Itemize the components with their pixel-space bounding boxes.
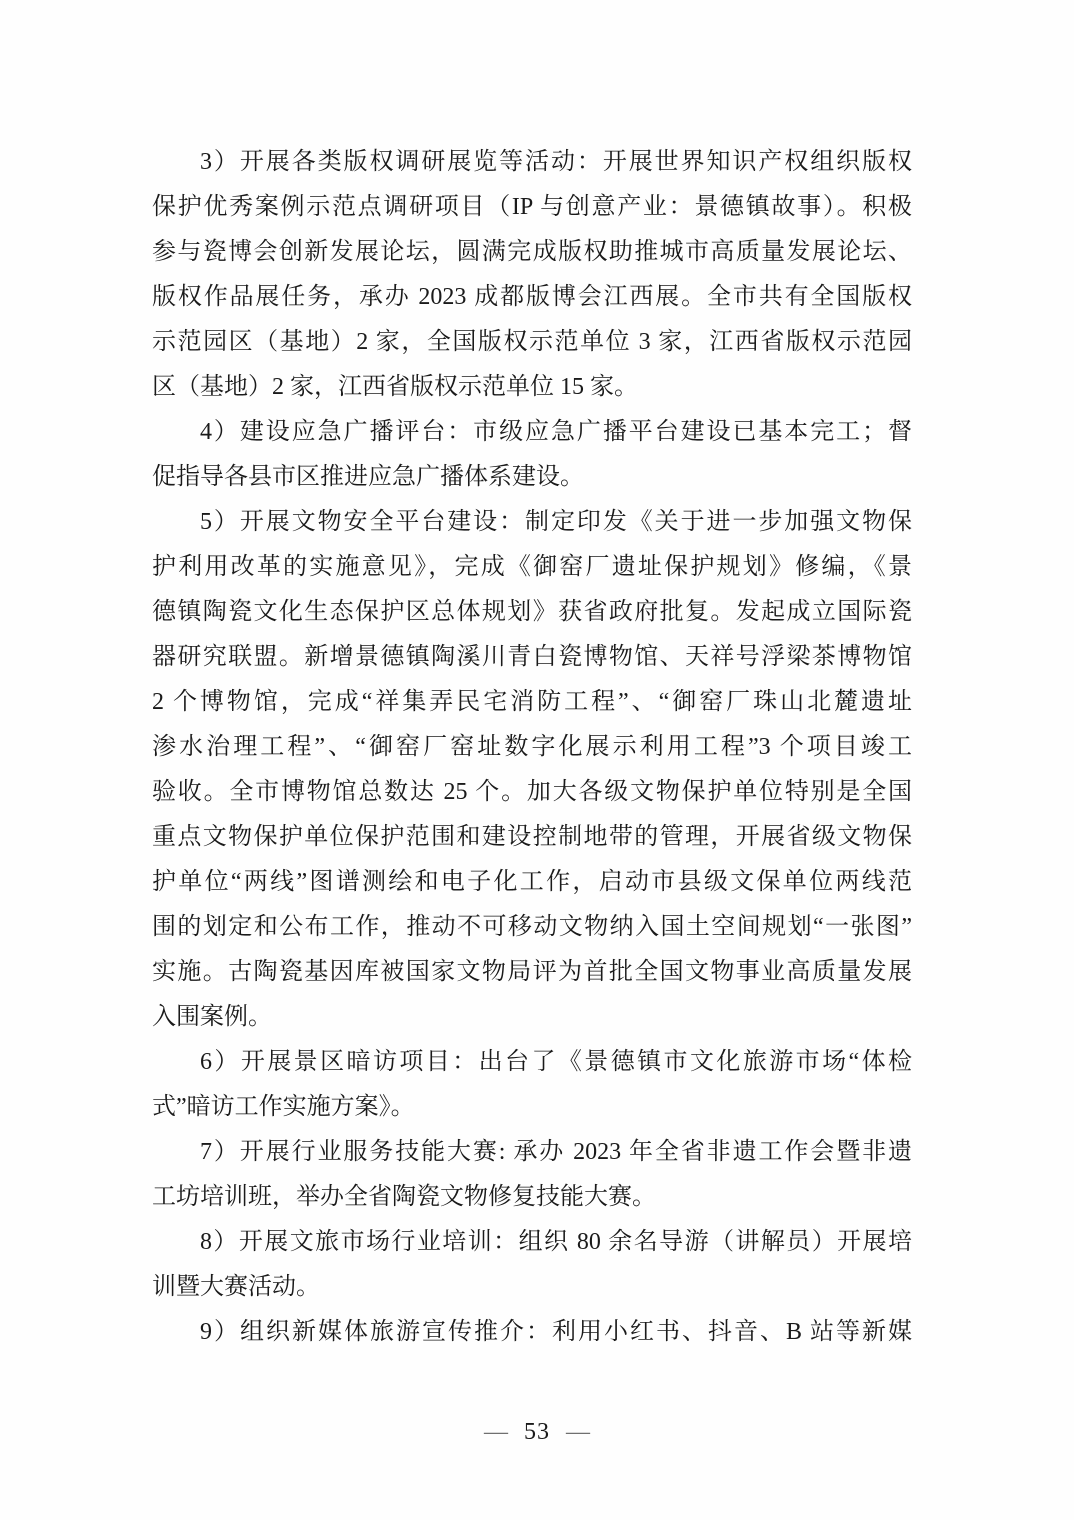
text-line: 3）开展各类版权调研展览等活动：开展世界知识产权组织版权 [200, 149, 912, 175]
text-line: 入围案例。 [152, 1004, 272, 1030]
document-body [152, 140, 912, 1355]
paragraph-item-6 [152, 1040, 912, 1130]
text-line: 围的划定和公布工作，推动不可移动文物纳入国土空间规划“一张图” [152, 914, 912, 940]
text-line: 5）开展文物安全平台建设：制定印发《关于进一步加强文物保 [200, 509, 912, 535]
text-line: 式”暗访工作实施方案》。 [152, 1094, 415, 1120]
text-line: 版权作品展任务，承办 2023 成都版博会江西展。全市共有全国版权 [152, 284, 912, 310]
text-line: 2 个博物馆，完成“祥集弄民宅消防工程”、“御窑厂珠山北麓遗址 [152, 689, 912, 715]
paragraph-item-3 [152, 140, 912, 410]
text-line: 器研究联盟。新增景德镇陶溪川青白瓷博物馆、天祥号浮梁茶博物馆 [152, 644, 912, 670]
text-line: 重点文物保护单位保护范围和建设控制地带的管理，开展省级文物保 [152, 824, 912, 850]
text-line: 保护优秀案例示范点调研项目（IP 与创意产业：景德镇故事）。积极 [152, 194, 912, 220]
text-line: 护单位“两线”图谱测绘和电子化工作，启动市县级文保单位两线范 [152, 869, 912, 895]
text-line: 工坊培训班，举办全省陶瓷文物修复技能大赛。 [152, 1184, 656, 1210]
text-line: 德镇陶瓷文化生态保护区总体规划》获省政府批复。发起成立国际瓷 [152, 599, 912, 625]
text-line: 训暨大赛活动。 [152, 1274, 320, 1300]
paragraph-item-8 [152, 1220, 912, 1310]
text-line: 4）建设应急广播评台：市级应急广播平台建设已基本完工；督 [200, 419, 912, 445]
text-line: 6）开展景区暗访项目：出台了《景德镇市文化旅游市场“体检 [200, 1049, 912, 1075]
text-line: 护利用改革的实施意见》，完成《御窑厂遗址保护规划》修编，《景 [152, 554, 912, 580]
page-number: 53 [524, 1419, 550, 1445]
text-line: 8）开展文旅市场行业培训：组织 80 余名导游（讲解员）开展培 [200, 1229, 912, 1255]
text-line: 验收。全市博物馆总数达 25 个。加大各级文物保护单位特别是全国 [152, 779, 912, 805]
text-line: 促指导各县市区推进应急广播体系建设。 [152, 464, 584, 490]
footer-dash-right: — [566, 1419, 590, 1445]
text-line: 参与瓷博会创新发展论坛，圆满完成版权助推城市高质量发展论坛、 [152, 239, 912, 265]
paragraph-item-9 [152, 1310, 912, 1355]
paragraph-item-7 [152, 1130, 912, 1220]
text-line: 9）组织新媒体旅游宣传推介：利用小红书、抖音、B 站等新媒 [200, 1319, 912, 1345]
text-line: 示范园区（基地）2 家，全国版权示范单位 3 家，江西省版权示范园 [152, 329, 912, 355]
page-footer [0, 1410, 1074, 1455]
text-line: 实施。古陶瓷基因库被国家文物局评为首批全国文物事业高质量发展 [152, 959, 912, 985]
paragraph-item-4 [152, 410, 912, 500]
footer-dash-left: — [484, 1419, 508, 1445]
paragraph-item-5 [152, 500, 912, 1040]
text-line: 7）开展行业服务技能大赛: 承办 2023 年全省非遗工作会暨非遗 [200, 1139, 912, 1165]
text-line: 区（基地）2 家，江西省版权示范单位 15 家。 [152, 374, 638, 400]
text-line: 渗水治理工程”、“御窑厂窑址数字化展示利用工程”3 个项目竣工 [152, 734, 912, 760]
